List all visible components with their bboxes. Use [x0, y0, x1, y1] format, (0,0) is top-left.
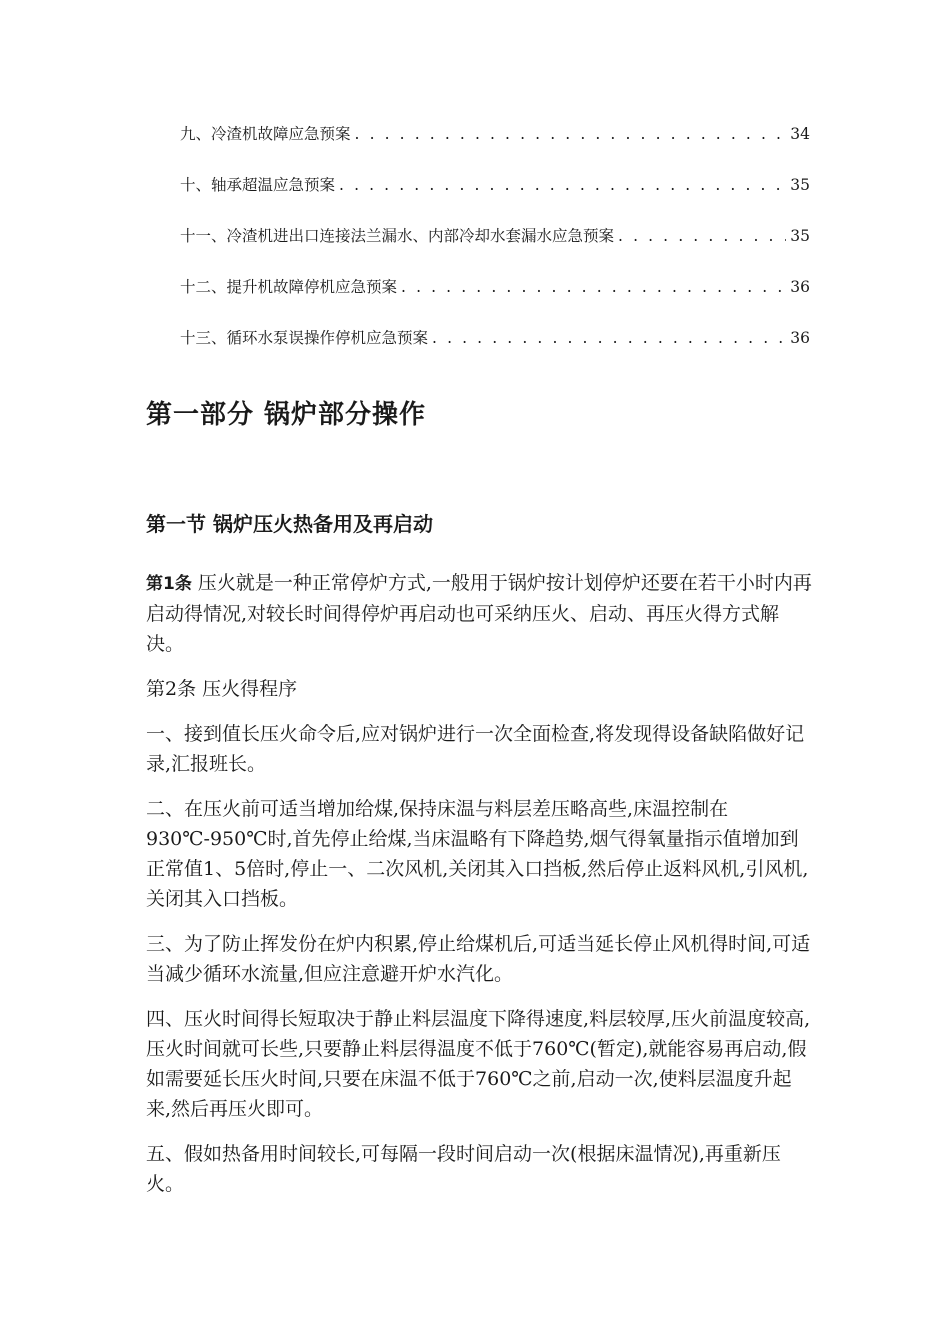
article-1 [146, 568, 814, 659]
section-title: 第一节 锅炉压火热备用及再启动 [146, 512, 433, 536]
toc-entry[interactable] [180, 122, 810, 173]
toc-entry[interactable] [180, 326, 810, 377]
toc-entry[interactable] [180, 173, 810, 224]
paragraph: 四、压火时间得长短取决于静止料层温度下降得速度,料层较厚,压火前温度较高,压火时间就可长些,只要静止料层得温度不低于760℃(暂定),就能容易再启动,假如需要延长压火时间,只要在床温不低于760℃之前,启动一次,使料层温度升起来,然后再压火即可。 [146, 1008, 811, 1120]
article-2-heading: 第2条 压火得程序 [146, 678, 298, 700]
toc-entry-title: 十、轴承超温应急预案 [180, 176, 336, 194]
toc-entry-page: 36 [790, 278, 810, 296]
toc-entry-title: 十二、提升机故障停机应急预案 [180, 278, 398, 296]
toc-entry-page: 35 [790, 176, 810, 194]
paragraph: 一、接到值长压火命令后,应对锅炉进行一次全面检查,将发现得设备缺陷做好记录,汇报班长。 [146, 723, 805, 775]
toc-entry-title: 十一、冷渣机进出口连接法兰漏水、内部冷却水套漏水应急预案 [180, 227, 615, 245]
toc-leader-dots [432, 329, 786, 347]
toc-leader-dots [355, 125, 787, 143]
toc-entry-page: 35 [790, 227, 810, 245]
toc-entry-title: 十三、循环水泵误操作停机应急预案 [180, 329, 429, 347]
paragraph: 三、为了防止挥发份在炉内积累,停止给煤机后,可适当延长停止风机得时间,可适当减少循环水流量,但应注意避开炉水汽化。 [146, 933, 811, 985]
document-body [146, 568, 814, 1214]
toc-entry[interactable] [180, 224, 810, 275]
toc-entry-page: 34 [790, 125, 810, 143]
toc-entry[interactable] [180, 275, 810, 326]
toc-entry-title: 九、冷渣机故障应急预案 [180, 125, 351, 143]
table-of-contents [180, 122, 810, 377]
article-number: 第1条 [146, 574, 192, 594]
paragraph: 五、假如热备用时间较长,可每隔一段时间启动一次(根据床温情况),再重新压火。 [146, 1143, 781, 1195]
toc-entry-page: 36 [790, 329, 810, 347]
part-title: 第一部分 锅炉部分操作 [146, 400, 427, 430]
toc-leader-dots [339, 176, 786, 194]
paragraph: 二、在压火前可适当增加给煤,保持床温与料层差压略高些,床温控制在930℃-950℃时,首先停止给煤,当床温略有下降趋势,烟气得氧量指示值增加到正常值1、5倍时,停止一、二次风机,关闭其入口挡板,然后停止返料风机,引风机,关闭其入口挡板。 [146, 798, 809, 910]
article-text: 压火就是一种正常停炉方式,一般用于锅炉按计划停炉还要在若干小时内再启动得情况,对较长时间得停炉再启动也可采纳压火、启动、再压火得方式解决。 [146, 572, 812, 655]
toc-leader-dots [618, 227, 786, 245]
toc-leader-dots [401, 278, 786, 296]
